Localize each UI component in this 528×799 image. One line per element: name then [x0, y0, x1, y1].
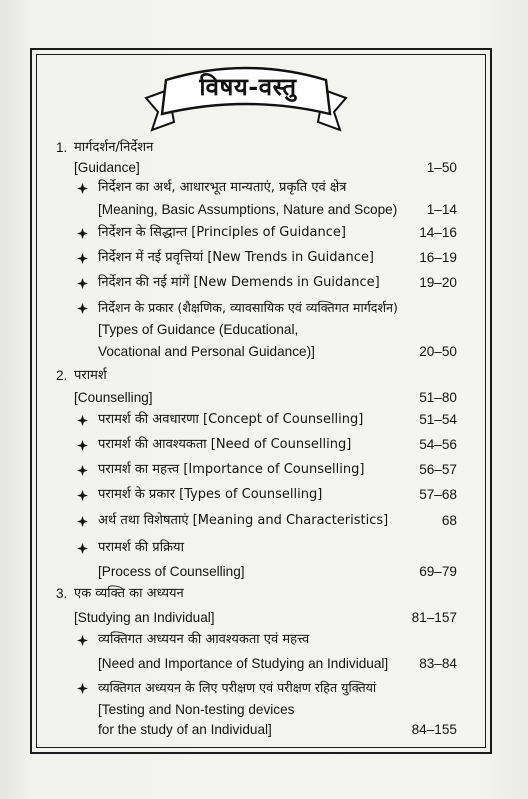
toc-item	[0, 676, 528, 700]
toc-item-continued	[0, 652, 528, 676]
four-point-star-icon	[77, 465, 88, 476]
toc-item	[0, 296, 528, 320]
four-point-star-icon	[77, 635, 88, 646]
page-range: 69–79	[419, 564, 457, 579]
four-point-star-icon	[77, 543, 88, 554]
toc-item-continued	[0, 560, 528, 584]
toc-item	[0, 433, 528, 457]
item-title: परामर्श की आवश्यकता [Need of Counselling]	[98, 437, 352, 452]
section-number: 3.	[56, 586, 68, 601]
four-point-star-icon	[77, 183, 88, 194]
item-title: अर्थ तथा विशेषताएं [Meaning and Characteristics]	[98, 513, 389, 528]
toc-item	[0, 458, 528, 482]
page-range: 57–68	[419, 487, 457, 502]
four-point-star-icon	[77, 440, 88, 451]
page-range: 14–16	[419, 225, 457, 240]
toc-item-continued	[0, 318, 528, 342]
item-title: निर्देशन की नई मांगें [New Demends in Guidance]	[98, 275, 380, 290]
page-range: 56–57	[419, 462, 457, 477]
page-title: विषय-वस्तु	[199, 71, 297, 101]
section-3-subheading	[0, 606, 528, 630]
section-number: 1.	[56, 140, 68, 155]
item-title-english: [Testing and Non-testing devices	[98, 702, 295, 717]
section-title-english: [Studying an Individual]	[74, 610, 215, 625]
toc-item	[0, 221, 528, 245]
item-title-hindi: निर्देशन का अर्थ, आधारभूत मान्यताएं, प्रकृति एवं क्षेत्र	[98, 180, 347, 195]
four-point-star-icon	[77, 303, 88, 314]
section-title-hindi: परामर्श	[74, 368, 107, 383]
toc-item-continued	[0, 718, 528, 742]
page-range: 19–20	[419, 275, 457, 290]
page-range: 54–56	[419, 437, 457, 452]
section-number: 2.	[56, 368, 68, 383]
page-range: 51–80	[419, 390, 457, 405]
four-point-star-icon	[77, 683, 88, 694]
item-title-hindi: व्यक्तिगत अध्ययन के लिए परीक्षण एवं परीक्षण रहित युक्तियां	[98, 680, 377, 695]
four-point-star-icon	[77, 278, 88, 289]
page-range: 83–84	[419, 656, 457, 671]
toc-item	[0, 509, 528, 533]
item-title-english: for the study of an Individual]	[98, 722, 272, 737]
section-title-english: [Guidance]	[74, 160, 140, 175]
item-title-english: [Process of Counselling]	[98, 564, 245, 579]
section-title-english: [Counselling]	[74, 390, 153, 405]
page-range: 81–157	[411, 610, 457, 625]
four-point-star-icon	[77, 253, 88, 264]
page-range: 68	[441, 513, 457, 528]
page-range: 20–50	[419, 344, 457, 359]
section-title-hindi: एक व्यक्ति का अध्ययन	[74, 586, 184, 601]
item-title-english: Vocational and Personal Guidance)]	[98, 344, 315, 359]
toc-item-continued	[0, 198, 528, 222]
item-title: निर्देशन में नई प्रवृत्तियां [New Trends in Guidance]	[98, 250, 374, 265]
page-range: 51–54	[419, 412, 457, 427]
item-title: परामर्श की अवधारणा [Concept of Counselling]	[98, 412, 364, 427]
page-range: 84–155	[411, 722, 457, 737]
toc-item	[0, 483, 528, 507]
section-2-heading	[0, 364, 528, 388]
toc-item	[0, 176, 528, 200]
section-2-subheading	[0, 386, 528, 410]
item-title: परामर्श के प्रकार [Types of Counselling]	[98, 487, 323, 502]
toc-item	[0, 246, 528, 270]
toc-item	[0, 628, 528, 652]
item-title-hindi: व्यक्तिगत अध्ययन की आवश्यकता एवं महत्त्व	[98, 632, 310, 647]
page-range: 1–50	[426, 160, 457, 175]
item-title-hindi: परामर्श की प्रक्रिया	[98, 540, 184, 555]
page-range: 1–14	[426, 202, 457, 217]
toc-item	[0, 271, 528, 295]
toc-item-continued	[0, 340, 528, 364]
page-range: 16–19	[419, 250, 457, 265]
item-title: परामर्श का महत्त्व [Importance of Counselling]	[98, 462, 365, 477]
four-point-star-icon	[77, 415, 88, 426]
item-title: निर्देशन के सिद्धान्त [Principles of Guidance]	[98, 225, 346, 240]
item-title-hindi: निर्देशन के प्रकार (शैक्षणिक, व्यावसायिक एवं व्यक्तिगत मार्गदर्शन)	[98, 300, 398, 315]
section-3-heading	[0, 582, 528, 606]
four-point-star-icon	[77, 490, 88, 501]
four-point-star-icon	[77, 516, 88, 527]
toc-item	[0, 536, 528, 560]
item-title-english: [Need and Importance of Studying an Individual]	[98, 656, 389, 671]
item-title-english: [Meaning, Basic Assumptions, Nature and Scope)	[98, 202, 398, 217]
item-title-english: [Types of Guidance (Educational,	[98, 322, 299, 337]
section-title-hindi: मार्गदर्शन/निर्देशन	[74, 140, 154, 155]
four-point-star-icon	[77, 228, 88, 239]
toc-item	[0, 408, 528, 432]
